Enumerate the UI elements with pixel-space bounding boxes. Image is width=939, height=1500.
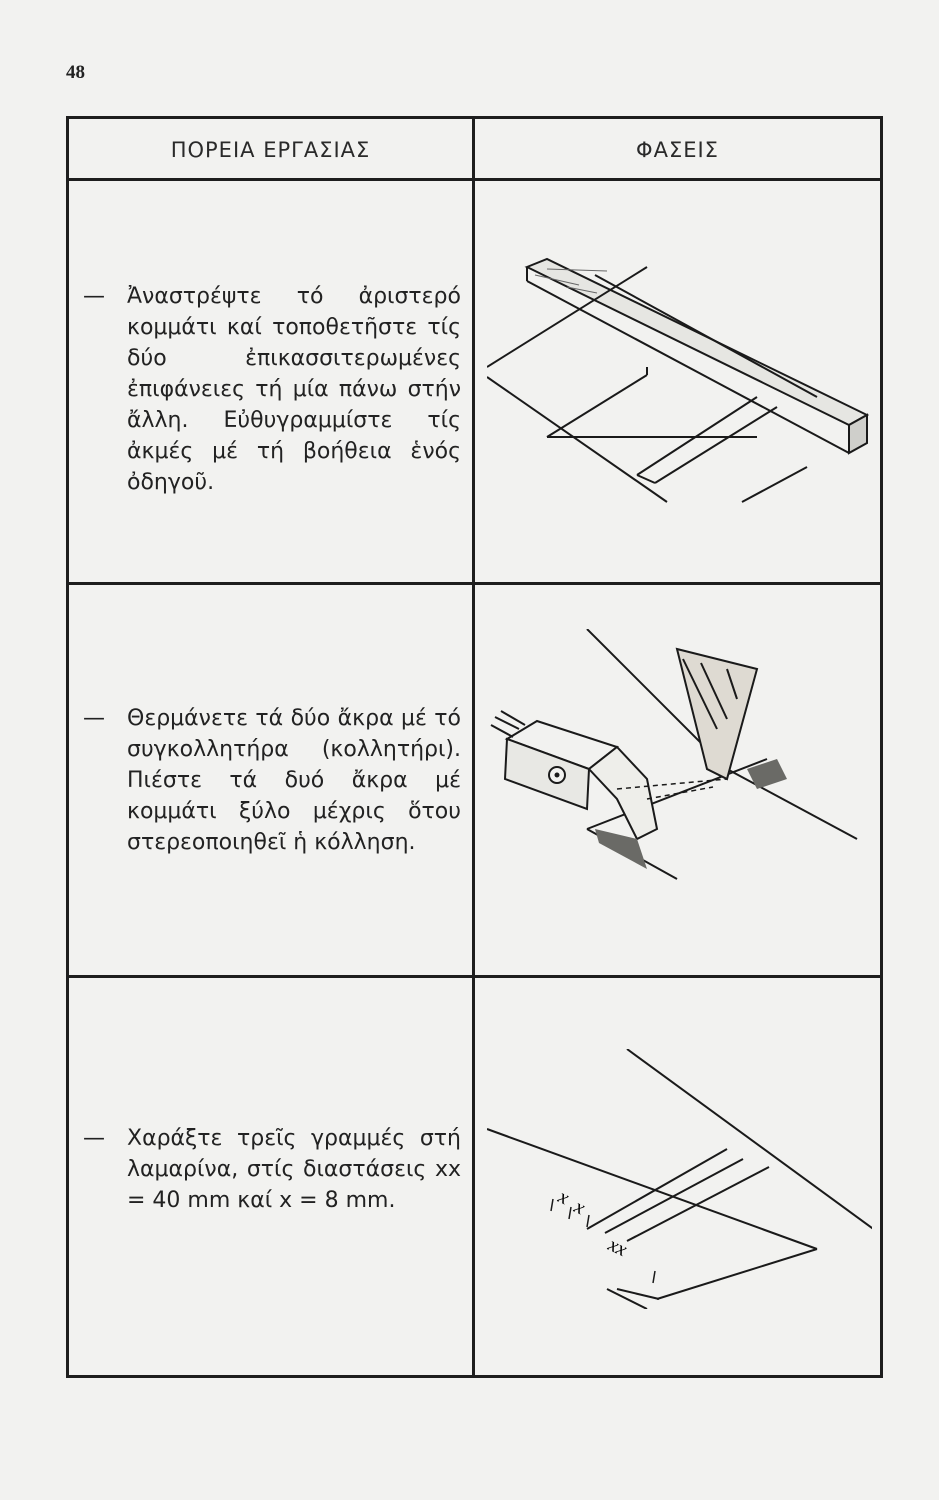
dimension-label-x: x xyxy=(554,1185,573,1210)
procedure-table xyxy=(66,116,883,1378)
step-dash: — xyxy=(83,284,105,309)
step-dash: — xyxy=(83,706,105,731)
step-dash: — xyxy=(83,1126,105,1151)
step-instruction: Ἀναστρέψτε τό ἀριστερό κομμάτι καί τοποθετῆστε τίς δύο ἐπικασσιτερωμένες ἐπιφάνειες τή μία πάνω στήν ἄλλη. Εὐθυγραμμίστε τίς ἀκμές μέ τή βοήθεια ἑνός ὀδηγοῦ. xyxy=(127,284,461,495)
row-divider xyxy=(69,975,880,978)
step-3-text xyxy=(83,1123,461,1216)
row-divider xyxy=(69,582,880,585)
header-procedure: ΠΟΡΕΙΑ ΕΡΓΑΣΙΑΣ xyxy=(170,138,371,162)
step-instruction: Χαράξτε τρεῖς γραμμές στή λαμαρίνα, στίς διαστάσεις xx = 40 mm καί x = 8 mm. xyxy=(127,1126,461,1213)
header-phases: ΦΑΣΕΙΣ xyxy=(636,138,719,162)
step-2-text xyxy=(83,703,461,858)
soldering-iron-heating-seam-illustration xyxy=(487,629,872,889)
dimension-label-x: x xyxy=(570,1195,589,1220)
column-divider xyxy=(472,119,475,1375)
page-number: 48 xyxy=(66,62,85,83)
aligning-sheets-with-guide-illustration xyxy=(487,247,872,507)
scribing-lines-on-sheet-illustration xyxy=(487,1049,872,1309)
step-1-text xyxy=(83,281,461,498)
step-instruction: Θερμάνετε τά δύο ἄκρα μέ τό συγκολλητήρα (κολλητήρι). Πιέστε τά δυό ἄκρα μέ κομμάτι ξύλο μέχρις ὅτου στερεοποιηθεῖ ἡ κόλληση. xyxy=(127,706,461,855)
dimension-label-xx: xx xyxy=(604,1233,631,1262)
